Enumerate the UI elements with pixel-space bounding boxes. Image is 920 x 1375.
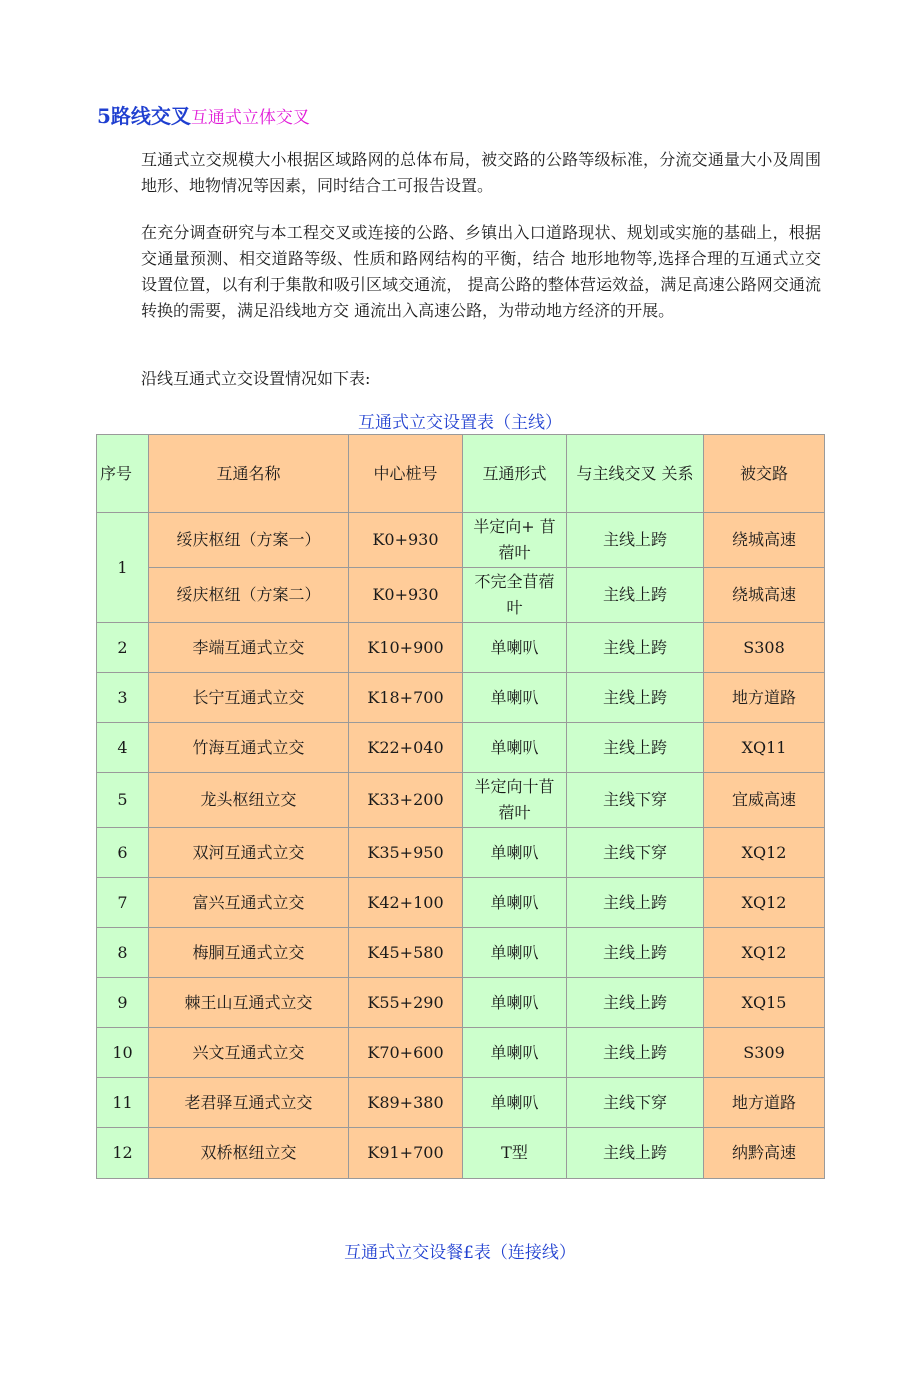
cell-crossroad: XQ12 (704, 878, 825, 928)
paragraph-3: 沿线互通式立交设置情况如下表: (141, 369, 371, 388)
header-index: 序号 (97, 435, 149, 513)
cell-index: 12 (97, 1128, 149, 1179)
section-heading (97, 100, 310, 129)
cell-index: 10 (97, 1028, 149, 1078)
cell-name: 棘王山互通式立交 (149, 978, 349, 1028)
cell-relation: 主线上跨 (567, 513, 704, 568)
cell-name: 绥庆枢纽（方案一） (149, 513, 349, 568)
cell-crossroad: 地方道路 (704, 1078, 825, 1128)
table-row (97, 928, 825, 978)
paragraph-1: 互通式立交规模大小根据区域路网的总体布局，被交路的公路等级标准，分流交通量大小及周围地形、地物情况等因素，同时结合工可报告设置。 (141, 150, 821, 195)
cell-relation: 主线上跨 (567, 878, 704, 928)
interchange-table (96, 434, 825, 1179)
table-row (97, 828, 825, 878)
cell-relation: 主线上跨 (567, 568, 704, 623)
cell-name: 李端互通式立交 (149, 623, 349, 673)
cell-relation: 主线上跨 (567, 928, 704, 978)
cell-type: 不完全苜蓿叶 (463, 568, 567, 623)
cell-index: 4 (97, 723, 149, 773)
cell-type: 单喇叭 (463, 978, 567, 1028)
cell-station: K0+930 (349, 513, 463, 568)
cell-crossroad: XQ11 (704, 723, 825, 773)
cell-relation: 主线下穿 (567, 773, 704, 828)
cell-crossroad: XQ15 (704, 978, 825, 1028)
cell-type: 单喇叭 (463, 673, 567, 723)
cell-relation: 主线上跨 (567, 978, 704, 1028)
cell-crossroad: S308 (704, 623, 825, 673)
cell-name: 兴文互通式立交 (149, 1028, 349, 1078)
cell-relation: 主线上跨 (567, 673, 704, 723)
paragraph-2: 在充分调查研究与本工程交叉或连接的公路、乡镇出入口道路现状、规划或实施的基础上，根据交通量预测、相交道路等级、性质和路网结构的平衡，结合 地形地物等,选择合理的互通式立交设置位置，以有利于集散和吸引区域交通流， 提高公路的整体营运效益，满足高速公路网交通流转换的需要，满足沿线地方交 通流出入高速公路，为带动地方经济的开展。 (141, 223, 821, 320)
table-row (97, 673, 825, 723)
table-row (97, 773, 825, 828)
cell-name: 竹海互通式立交 (149, 723, 349, 773)
cell-relation: 主线上跨 (567, 1028, 704, 1078)
cell-station: K33+200 (349, 773, 463, 828)
cell-crossroad: 纳黔高速 (704, 1128, 825, 1179)
header-relation: 与主线交叉 关系 (567, 435, 704, 513)
table-caption-2: 互通式立交设餐£表（连接线） (344, 1243, 576, 1263)
table-row (97, 568, 825, 623)
table-row (97, 878, 825, 928)
cell-crossroad: XQ12 (704, 928, 825, 978)
header-type: 互通形式 (463, 435, 567, 513)
table-row (97, 978, 825, 1028)
table-row (97, 513, 825, 568)
cell-type: 半定向+ 苜蓿叶 (463, 513, 567, 568)
cell-relation: 主线上跨 (567, 623, 704, 673)
header-station: 中心桩号 (349, 435, 463, 513)
table-caption: 互通式立交设置表（主线） (358, 413, 562, 433)
cell-name: 长宁互通式立交 (149, 673, 349, 723)
cell-name: 龙头枢纽立交 (149, 773, 349, 828)
table-row (97, 1028, 825, 1078)
cell-index: 2 (97, 623, 149, 673)
cell-crossroad: 宜威高速 (704, 773, 825, 828)
table-row (97, 723, 825, 773)
cell-relation: 主线下穿 (567, 828, 704, 878)
header-crossroad: 被交路 (704, 435, 825, 513)
cell-type: 单喇叭 (463, 878, 567, 928)
table-header-row (97, 435, 825, 513)
cell-station: K89+380 (349, 1078, 463, 1128)
table-row (97, 1078, 825, 1128)
cell-station: K18+700 (349, 673, 463, 723)
cell-type: 单喇叭 (463, 928, 567, 978)
cell-station: K55+290 (349, 978, 463, 1028)
cell-crossroad: 地方道路 (704, 673, 825, 723)
cell-relation: 主线上跨 (567, 1128, 704, 1179)
cell-index: 6 (97, 828, 149, 878)
cell-index: 5 (97, 773, 149, 828)
cell-index: 11 (97, 1078, 149, 1128)
cell-crossroad: XQ12 (704, 828, 825, 878)
cell-station: K91+700 (349, 1128, 463, 1179)
cell-type: 单喇叭 (463, 828, 567, 878)
cell-relation: 主线下穿 (567, 1078, 704, 1128)
cell-name: 绥庆枢纽（方案二） (149, 568, 349, 623)
cell-station: K22+040 (349, 723, 463, 773)
cell-type: T型 (463, 1128, 567, 1179)
cell-station: K35+950 (349, 828, 463, 878)
cell-index: 8 (97, 928, 149, 978)
cell-type: 单喇叭 (463, 723, 567, 773)
cell-name: 老君驿互通式立交 (149, 1078, 349, 1128)
cell-station: K10+900 (349, 623, 463, 673)
cell-station: K70+600 (349, 1028, 463, 1078)
cell-crossroad: 绕城高速 (704, 568, 825, 623)
cell-relation: 主线上跨 (567, 723, 704, 773)
cell-name: 双河互通式立交 (149, 828, 349, 878)
table-row (97, 623, 825, 673)
cell-index: 7 (97, 878, 149, 928)
cell-crossroad: 绕城高速 (704, 513, 825, 568)
header-name: 互通名称 (149, 435, 349, 513)
cell-index: 9 (97, 978, 149, 1028)
cell-crossroad: S309 (704, 1028, 825, 1078)
cell-station: K45+580 (349, 928, 463, 978)
cell-name: 富兴互通式立交 (149, 878, 349, 928)
table-row (97, 1128, 825, 1179)
cell-index: 3 (97, 673, 149, 723)
cell-type: 半定向十苜蓿叶 (463, 773, 567, 828)
cell-type: 单喇叭 (463, 1028, 567, 1078)
cell-station: K42+100 (349, 878, 463, 928)
cell-index: 1 (97, 513, 149, 623)
section-number-title: 5路线交叉 (97, 104, 191, 128)
cell-name: 梅胴互通式立交 (149, 928, 349, 978)
cell-name: 双桥枢纽立交 (149, 1128, 349, 1179)
section-subtitle: 互通式立体交叉 (190, 108, 310, 128)
cell-type: 单喇叭 (463, 623, 567, 673)
cell-station: K0+930 (349, 568, 463, 623)
cell-type: 单喇叭 (463, 1078, 567, 1128)
